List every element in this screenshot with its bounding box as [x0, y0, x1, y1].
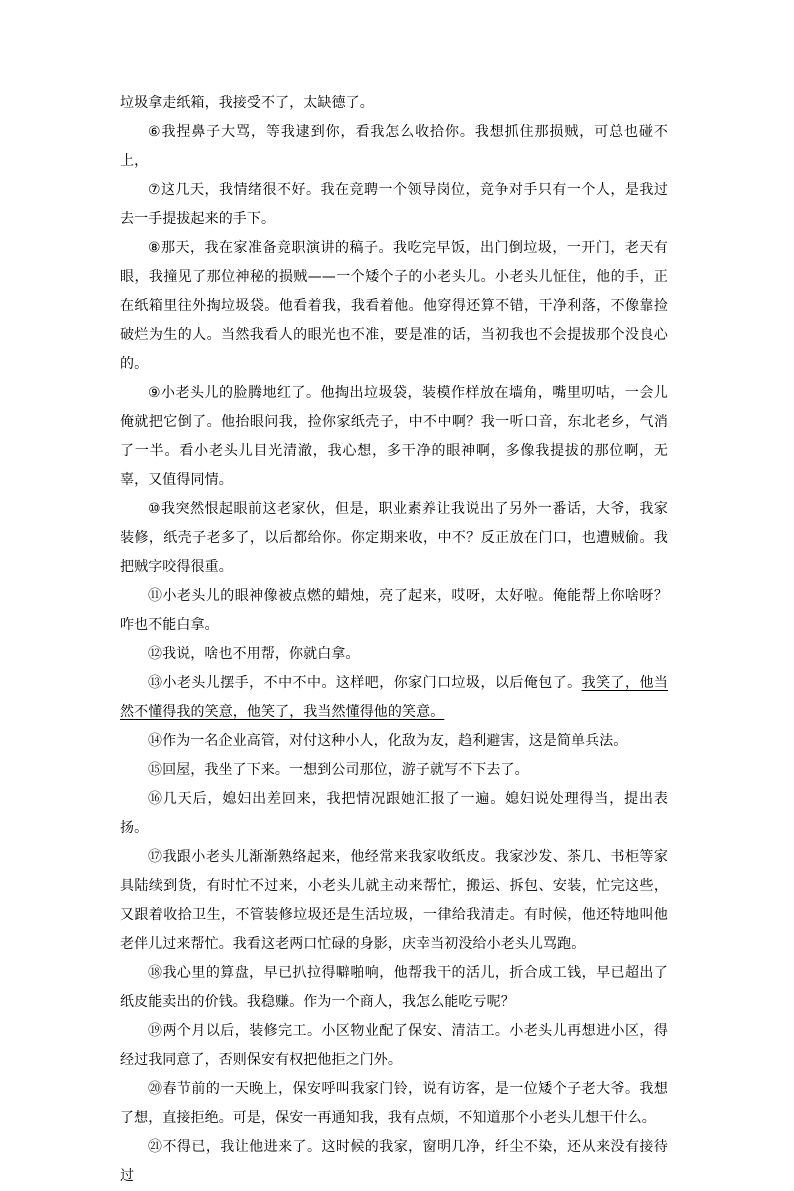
paragraph-12: ⑫我说，啥也不用帮，你就白拿。 — [148, 646, 360, 662]
paragraph-6: ⑥我捏鼻子大骂，等我逮到你，看我怎么收拾你。我想抓住那损贼，可总也碰不上， — [120, 124, 668, 169]
paragraph-7: ⑦这几天，我情绪很不好。我在竞聘一个领导岗位，竞争对手只有一个人，是我过去一手提拔起来的手下。 — [120, 182, 668, 227]
paragraph-13-underlined-sentence: 我笑了，他当然不懂得我的笑意，他笑了，我当然懂得他的笑意。 — [120, 675, 668, 720]
paragraph-13-text: ⑬小老头儿摆手，不中不中。这样吧，你家门口垃圾，以后俺包了。 — [148, 675, 582, 691]
paragraph-0: 垃圾拿走纸箱，我接受不了，太缺德了。 — [120, 95, 374, 111]
paragraph-14: ⑭作为一名企业高管，对付这种小人，化敌为友，趋利避害，这是简单兵法。 — [148, 733, 628, 749]
paragraph-15: ⑮回屋，我坐了下来。一想到公司那位，游子就写不下去了。 — [148, 762, 529, 778]
paragraph-21: ㉑不得已，我让他进来了。这时候的我家，窗明几净，纤尘不染，还从来没有接待过 — [120, 1139, 668, 1184]
paragraph-10: ⑩我突然恨起眼前这老家伙，但是，职业素养让我说出了另外一番话，大爷，我家装修，纸壳子老多了，以后都给你。你定期来收，中不？反正放在门口，也遭贼偷。我把贼字咬得很重。 — [120, 501, 668, 575]
document-page — [120, 89, 668, 1191]
paragraph-9: ⑨小老头儿的脸腾地红了。他掏出垃圾袋，装模作样放在墙角，嘴里叨咕，一会儿俺就把它倒了。他抬眼问我，捡你家纸壳子，中不中啊？我一听口音，东北老乡，气消了一半。看小老头儿目光清澈，我心想，多干净的眼神啊，多像我提拔的那位啊，无辜，又值得同情。 — [120, 385, 668, 488]
paragraph-13 — [120, 669, 668, 727]
paragraph-18: ⑱我心里的算盘，早已扒拉得噼啪响，他帮我干的活儿，折合成工钱，早已超出了纸皮能卖出的价钱。我稳赚。作为一个商人，我怎么能吃亏呢？ — [120, 965, 668, 1010]
paragraph-20: ⑳春节前的一天晚上，保安呼叫我家门铃，说有访客，是一位矮个子老大爷。我想了想，直接拒绝。可是，保安一再通知我，我有点烦，不知道那个小老头儿想干什么。 — [120, 1081, 668, 1126]
paragraph-8: ⑧那天，我在家准备竞职演讲的稿子。我吃完早饭，出门倒垃圾，一开门，老天有眼，我撞见了那位神秘的损贼——一个矮个子的小老头儿。小老头儿怔住，他的手，正在纸箱里往外掏垃圾袋。他看着我，我看着他。他穿得还算不错，干净利落，不像靠捡破烂为生的人。当然我看人的眼光也不准，要是准的话，当初我也不会提拔那个没良心的。 — [120, 240, 668, 372]
paragraph-16: ⑯几天后，媳妇出差回来，我把情况跟她汇报了一遍。媳妇说处理得当，提出表扬。 — [120, 791, 668, 836]
paragraph-17: ⑰我跟小老头儿渐渐熟络起来，他经常来我家收纸皮。我家沙发、茶几、书柜等家具陆续到货，有时忙不过来，小老头儿就主动来帮忙，搬运、拆包、安装，忙完这些，又跟着收拾卫生，不管装修垃圾还是生活垃圾，一律给我清走。有时候，他还特地叫他老伴儿过来帮忙。我看这老两口忙碌的身影，庆幸当初没给小老头儿骂跑。 — [120, 849, 668, 952]
paragraph-11: ⑪小老头儿的眼神像被点燃的蜡烛，亮了起来，哎呀，太好啦。俺能帮上你啥呀？咋也不能白拿。 — [120, 588, 668, 633]
paragraph-19: ⑲两个月以后，装修完工。小区物业配了保安、清洁工。小老头儿再想进小区，得经过我同意了，否则保安有权把他拒之门外。 — [120, 1023, 668, 1068]
